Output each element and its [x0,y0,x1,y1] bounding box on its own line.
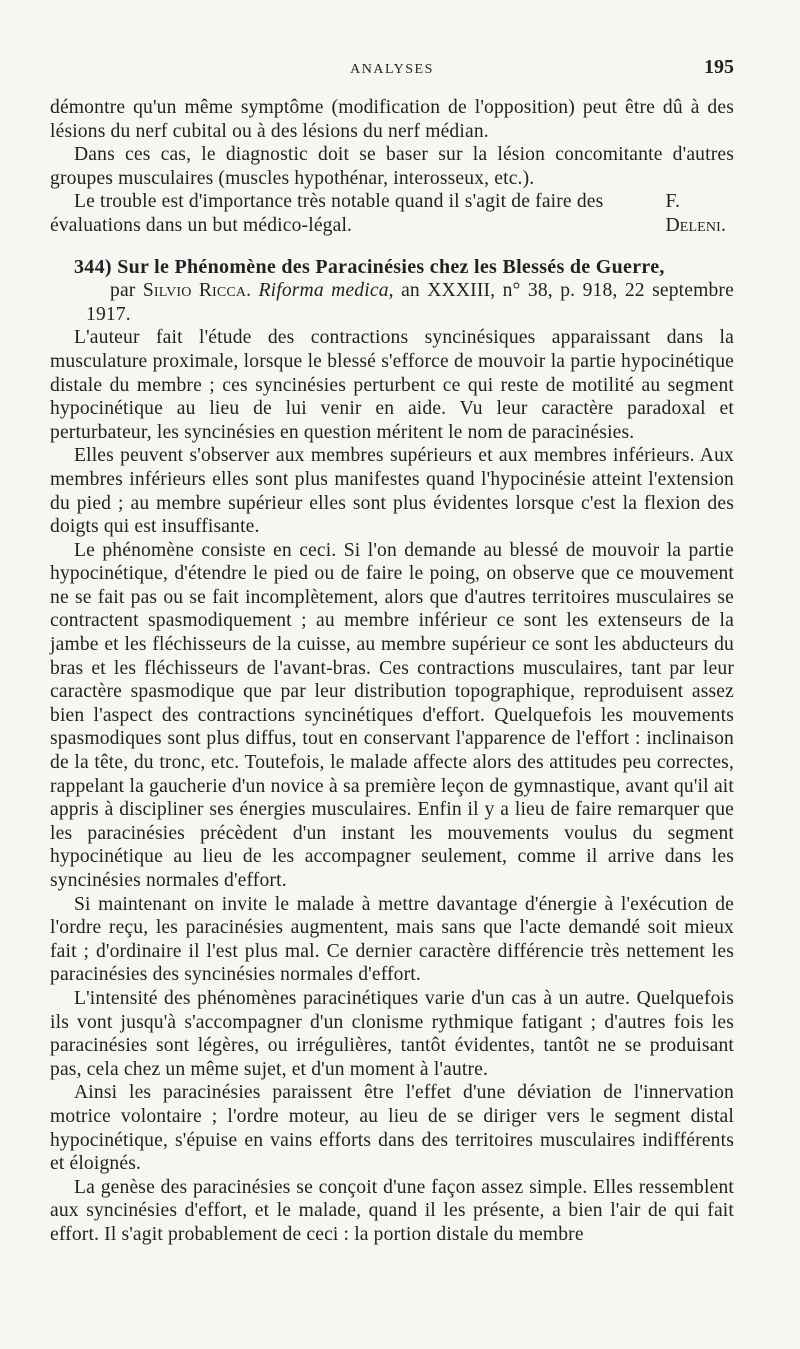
page-number: 195 [704,56,734,78]
paragraph: démontre qu'un même symptôme (modification de l'opposition) peut être dû à des lésions du nerf cubital ou à des lésions du nerf médian. [50,97,734,142]
citation-journal: Riforma medica, [258,280,394,302]
paragraph: Si maintenant on invite le malade à mettre davantage d'énergie à l'exécution de l'ordre reçu, les paracinésies augmentent, mais sans que l'acte demandé soit mieux fait ; d'ordinaire il l'est plus mal. Ce dernier caractère différencie très nettement les paracinésies des syncinésies normales d'effort. [50,893,734,986]
running-head [50,56,734,96]
paragraph: Elles peuvent s'observer aux membres supérieurs et aux membres inférieurs. Aux membres inférieurs elles sont plus manifestes quand l'hypocinésie atteint l'extension du pied ; au membre supérieur elles sont plus évidentes lorsque c'est la flexion des doigts qui est insuffisante. [50,445,734,538]
paragraph: Le phénomène consiste en ceci. Si l'on demande au blessé de mouvoir la partie hypocinétique, d'étendre le pied ou de faire le poing, on observe que ce mouvement ne se fait pas ou se fait incomplètement, alors que d'autres territoires musculaires se contractent spasmodiquement ; au membre inférieur ce sont les extenseurs de la jambe et les fléchisseurs de la cuisse, au membre supérieur ce sont les abducteurs du bras et les fléchisseurs de l'avant-bras. Ces contractions musculaires, tant par leur caractère spasmodique que par leur distribution topographique, reproduisent assez bien l'aspect des contractions syncinétiques d'effort. Quelquefois les mouvements spasmodiques sont plus diffus, tout en conservant l'apparence de l'effort : inclinaison de la tête, du tronc, etc. Toutefois, le malade affecte alors des attitudes peu correctes, rappelant la gaucherie d'un novice à sa première leçon de gymnastique, avant qu'il ait appris à discipliner ses énergies musculaires. Enfin il y a lieu de faire remarquer que les paracinésies précèdent d'un instant les mouvements voulus du segment hypocinétique au lieu de les accompagner seulement, comme il arrive dans les syncinésies normales d'effort. [50,539,734,891]
article-title: Sur le Phénomène des Paracinésies chez les Blessés de Guerre, [117,255,665,278]
article-citation [50,279,734,326]
paragraph: L'auteur fait l'étude des contractions syncinésiques apparaissant dans la musculature proximale, lorsque le blessé s'efforce de mouvoir la partie hypocinétique distale du membre ; ces syncinésies perturbent ce qui reste de motilité au segment hypocinétique au lieu de lui venir en aide. Vu leur caractère paradoxal et perturbateur, les syncinésies en question méritent le nom de paracinésies. [50,327,734,443]
previous-article-end [50,96,734,238]
running-title: ANALYSES [350,62,434,77]
citation-prefix: par [110,280,136,302]
paragraph: Le trouble est d'importance très notable quand il s'agit de faire des évaluations dans un but médico-légal. [50,191,604,236]
citation-author: Silvio Ricca. [142,280,252,302]
paragraph: L'intensité des phénomènes paracinétiques varie d'un cas à un autre. Quelquefois ils vont jusqu'à s'accompagner d'un clonisme rythmique fatigant ; d'autres fois les paracinésies sont légères, ou irrégulières, tantôt évidentes, tantôt ne se produisant pas, cela chez un même sujet, et d'un moment à l'autre. [50,987,734,1080]
article-heading [50,256,734,280]
paragraph-with-signature [50,190,734,237]
signature: F. Deleni. [665,191,726,236]
article-344 [50,256,734,1247]
paragraph: Dans ces cas, le diagnostic doit se baser sur la lésion concomitante d'autres groupes musculaires (muscles hypothénar, interosseux, etc.). [50,144,734,189]
paragraph: La genèse des paracinésies se conçoit d'une façon assez simple. Elles ressemblent aux syncinésies d'effort, et le malade, quand il les présente, a bien l'air de qui fait effort. Il s'agit probablement de ceci : la portion distale du membre [50,1176,734,1245]
citation-details: an XXXIII, n° 38, p. 918, 22 septembre 1917. [86,280,734,325]
paragraph: Ainsi les paracinésies paraissent être l'effet d'une déviation de l'innervation motrice volontaire ; l'ordre moteur, au lieu de se diriger vers le segment distal hypocinétique, s'épuise en vains efforts dans des territoires musculaires indifférents et éloignés. [50,1082,734,1175]
body-text [50,96,734,1247]
article-number: 344) [74,255,112,278]
